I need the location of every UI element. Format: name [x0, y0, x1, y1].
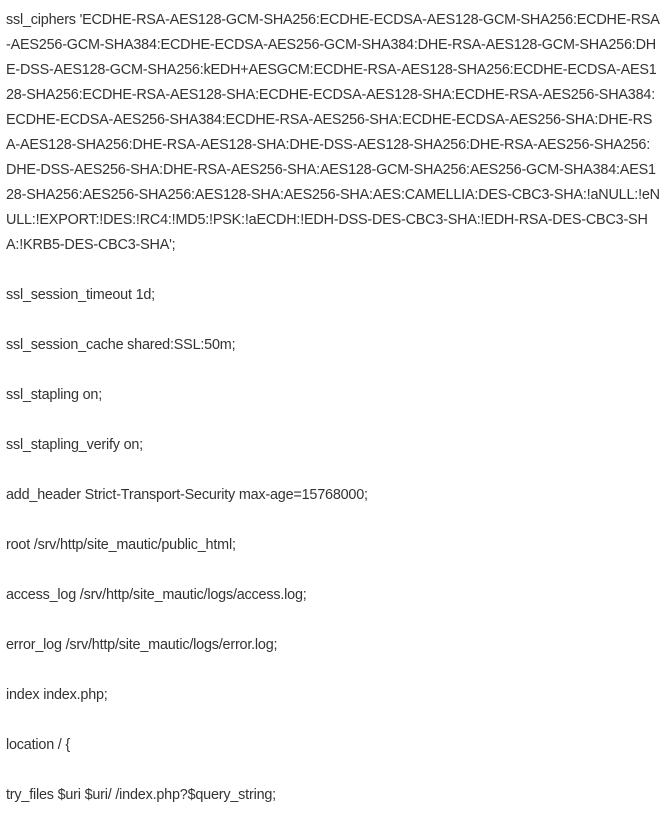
ssl-session-cache-directive: ssl_session_cache shared:SSL:50m;: [6, 337, 236, 353]
spacer: [6, 258, 660, 283]
try-files-directive: try_files $uri $uri/ /index.php?$query_string;: [6, 787, 276, 803]
add-header-directive: add_header Strict-Transport-Security max-age=15768000;: [6, 487, 368, 503]
nginx-config-text: [6, 8, 660, 833]
access-log-directive: access_log /srv/http/site_mautic/logs/access.log;: [6, 587, 307, 603]
error-log-directive: error_log /srv/http/site_mautic/logs/error.log;: [6, 637, 278, 653]
location-block-open: location / {: [6, 737, 71, 753]
ssl-stapling-directive: ssl_stapling on;: [6, 387, 102, 403]
ssl-session-timeout-directive: ssl_session_timeout 1d;: [6, 287, 155, 303]
ssl-ciphers-directive: ssl_ciphers 'ECDHE-RSA-AES128-GCM-SHA256:ECDHE-ECDSA-AES128-GCM-SHA256:ECDHE-RSA-AES256-GCM-SHA384:ECDHE-ECDSA-AES256-GCM-SHA384:DHE-RSA-AES128-GCM-SHA256:DHE-DSS-AES128-GCM-SHA256:kEDH+AESGCM:ECDHE-RSA-AES128-SHA256:ECDHE-ECDSA-AES128-SHA256:ECDHE-RSA-AES128-SHA:ECDHE-ECDSA-AES128-SHA:ECDHE-RSA-AES256-SHA384:ECDHE-ECDSA-AES256-SHA384:ECDHE-RSA-AES256-SHA:ECDHE-ECDSA-AES256-SHA:DHE-RSA-AES128-SHA256:DHE-RSA-AES128-SHA:DHE-DSS-AES128-SHA256:DHE-RSA-AES256-SHA256:DHE-DSS-AES256-SHA:DHE-RSA-AES256-SHA:AES128-GCM-SHA256:AES256-GCM-SHA384:AES128-SHA256:AES256-SHA256:AES128-SHA:AES256-SHA:AES:CAMELLIA:DES-CBC3-SHA:!aNULL:!eNULL:!EXPORT:!DES:!RC4:!MD5:!PSK:!aECDH:!EDH-DSS-DES-CBC3-SHA:!EDH-RSA-DES-CBC3-SHA:!KRB5-DES-CBC3-SHA';: [6, 12, 660, 253]
index-directive: index index.php;: [6, 687, 108, 703]
root-directive: root /srv/http/site_mautic/public_html;: [6, 537, 236, 553]
ssl-stapling-verify-directive: ssl_stapling_verify on;: [6, 437, 143, 453]
